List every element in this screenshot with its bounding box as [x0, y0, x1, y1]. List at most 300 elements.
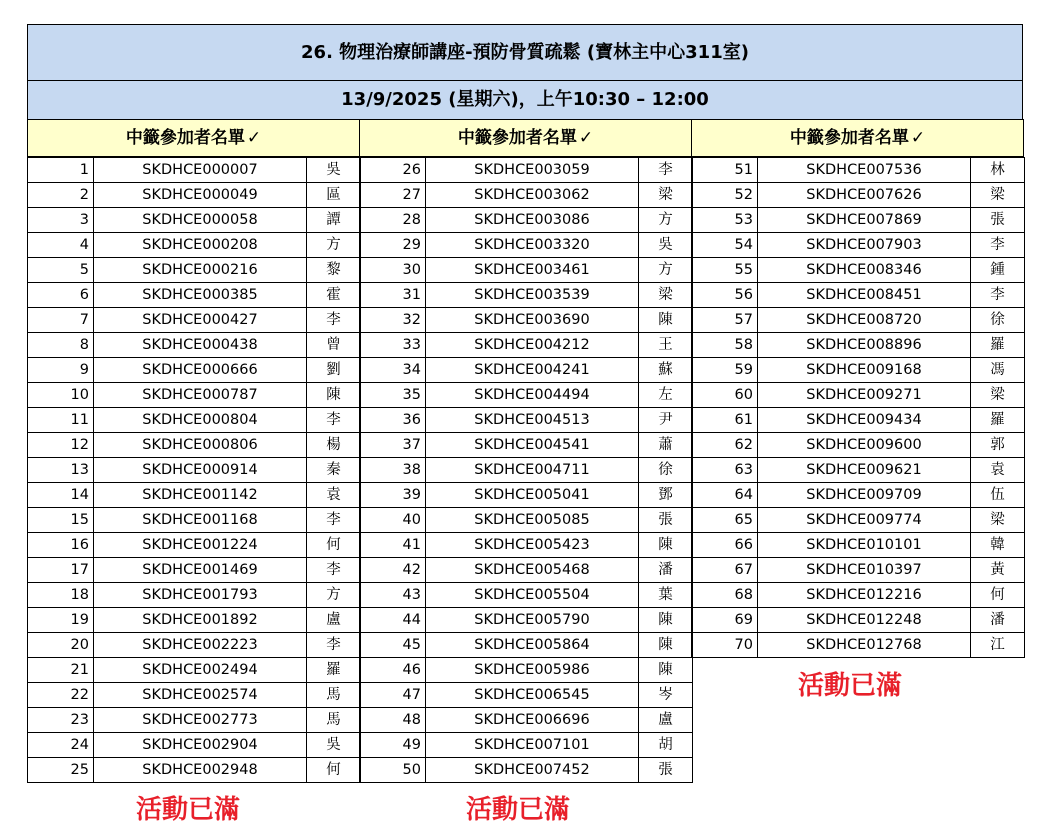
row-number: 56 [692, 283, 758, 308]
row-number: 58 [692, 333, 758, 358]
participant-code: SKDHCE000385 [94, 283, 307, 308]
participant-code: SKDHCE005986 [426, 658, 639, 683]
table-row [692, 458, 1025, 483]
participant-code: SKDHCE003461 [426, 258, 639, 283]
participant-surname: 胡 [639, 733, 693, 758]
participant-surname: 陳 [639, 308, 693, 333]
table-row [360, 408, 693, 433]
table-row [28, 308, 361, 333]
participant-surname: 袁 [971, 458, 1025, 483]
participant-surname: 方 [307, 583, 361, 608]
table-row [692, 533, 1025, 558]
participant-code: SKDHCE007869 [758, 208, 971, 233]
row-number: 55 [692, 258, 758, 283]
row-number: 11 [28, 408, 94, 433]
participant-code: SKDHCE001469 [94, 558, 307, 583]
participant-code: SKDHCE007536 [758, 158, 971, 183]
participant-code: SKDHCE005085 [426, 508, 639, 533]
participant-surname: 陳 [639, 633, 693, 658]
row-number: 66 [692, 533, 758, 558]
row-number: 19 [28, 608, 94, 633]
table-row [360, 658, 693, 683]
participant-surname: 梁 [639, 183, 693, 208]
participant-surname: 鄧 [639, 483, 693, 508]
table-row [28, 508, 361, 533]
table-row [360, 633, 693, 658]
participant-code: SKDHCE000058 [94, 208, 307, 233]
participant-surname: 霍 [307, 283, 361, 308]
row-number: 33 [360, 333, 426, 358]
participant-surname: 方 [639, 208, 693, 233]
participant-surname: 方 [307, 233, 361, 258]
check-icon: ✓ [246, 128, 262, 148]
participant-surname: 蕭 [639, 433, 693, 458]
participant-surname: 張 [639, 758, 693, 783]
participant-surname: 曾 [307, 333, 361, 358]
participant-surname: 盧 [307, 608, 361, 633]
participant-surname: 梁 [639, 283, 693, 308]
participant-code: SKDHCE000438 [94, 333, 307, 358]
participant-code: SKDHCE008720 [758, 308, 971, 333]
row-number: 30 [360, 258, 426, 283]
table-row [692, 608, 1025, 633]
table-row [28, 733, 361, 758]
participant-surname: 陳 [639, 658, 693, 683]
participant-table [359, 157, 693, 783]
participant-surname: 李 [639, 158, 693, 183]
participant-table [27, 157, 361, 783]
table-row [692, 383, 1025, 408]
table-row [28, 708, 361, 733]
participant-surname: 吳 [307, 158, 361, 183]
event-date: 13/9/2025 (星期六)，上午10:30 – 12:00 [27, 80, 1023, 120]
participant-code: SKDHCE006696 [426, 708, 639, 733]
row-number: 12 [28, 433, 94, 458]
participant-column-2 [359, 119, 692, 783]
participant-code: SKDHCE009168 [758, 358, 971, 383]
table-row [360, 708, 693, 733]
table-row [28, 208, 361, 233]
participant-surname: 梁 [971, 508, 1025, 533]
row-number: 21 [28, 658, 94, 683]
participant-code: SKDHCE002948 [94, 758, 307, 783]
row-number: 63 [692, 458, 758, 483]
row-number: 65 [692, 508, 758, 533]
event-full-label-2: 活動已滿 [466, 795, 571, 825]
participant-surname: 左 [639, 383, 693, 408]
row-number: 4 [28, 233, 94, 258]
row-number: 51 [692, 158, 758, 183]
row-number: 44 [360, 608, 426, 633]
participant-code: SKDHCE005790 [426, 608, 639, 633]
row-number: 29 [360, 233, 426, 258]
table-row [28, 333, 361, 358]
row-number: 1 [28, 158, 94, 183]
table-row [360, 608, 693, 633]
participant-surname: 陳 [639, 533, 693, 558]
participant-column-3 [691, 119, 1024, 658]
participant-surname: 區 [307, 183, 361, 208]
row-number: 62 [692, 433, 758, 458]
participant-code: SKDHCE000804 [94, 408, 307, 433]
participant-code: SKDHCE001793 [94, 583, 307, 608]
table-row [360, 508, 693, 533]
row-number: 35 [360, 383, 426, 408]
participant-surname: 黎 [307, 258, 361, 283]
participant-surname: 黃 [971, 558, 1025, 583]
row-number: 67 [692, 558, 758, 583]
participant-surname: 尹 [639, 408, 693, 433]
participant-code: SKDHCE002904 [94, 733, 307, 758]
table-row [360, 333, 693, 358]
participant-surname: 李 [307, 308, 361, 333]
table-row [360, 458, 693, 483]
participant-code: SKDHCE000216 [94, 258, 307, 283]
row-number: 37 [360, 433, 426, 458]
column-header-label: 中籤參加者名單 [125, 128, 245, 148]
table-row [28, 283, 361, 308]
participant-code: SKDHCE004711 [426, 458, 639, 483]
table-row [692, 333, 1025, 358]
row-number: 28 [360, 208, 426, 233]
participant-code: SKDHCE008346 [758, 258, 971, 283]
participant-table [691, 157, 1025, 658]
participant-code: SKDHCE003086 [426, 208, 639, 233]
check-icon: ✓ [910, 128, 926, 148]
participant-surname: 張 [971, 208, 1025, 233]
row-number: 31 [360, 283, 426, 308]
table-row [360, 233, 693, 258]
table-row [692, 633, 1025, 658]
participant-code: SKDHCE009709 [758, 483, 971, 508]
column-header [359, 119, 692, 157]
event-full-label-3: 活動已滿 [798, 671, 903, 701]
table-row [28, 608, 361, 633]
participant-code: SKDHCE000806 [94, 433, 307, 458]
row-number: 22 [28, 683, 94, 708]
participant-code: SKDHCE008896 [758, 333, 971, 358]
participant-surname: 羅 [971, 333, 1025, 358]
participant-surname: 李 [307, 408, 361, 433]
row-number: 53 [692, 208, 758, 233]
participant-code: SKDHCE010101 [758, 533, 971, 558]
row-number: 43 [360, 583, 426, 608]
row-number: 47 [360, 683, 426, 708]
participant-surname: 蘇 [639, 358, 693, 383]
participant-surname: 秦 [307, 458, 361, 483]
row-number: 13 [28, 458, 94, 483]
participant-code: SKDHCE004494 [426, 383, 639, 408]
participant-surname: 吳 [639, 233, 693, 258]
participant-code: SKDHCE003059 [426, 158, 639, 183]
participant-surname: 林 [971, 158, 1025, 183]
row-number: 2 [28, 183, 94, 208]
table-row [28, 658, 361, 683]
column-header-label: 中籤參加者名單 [789, 128, 909, 148]
participant-surname: 吳 [307, 733, 361, 758]
participant-code: SKDHCE007903 [758, 233, 971, 258]
row-number: 14 [28, 483, 94, 508]
table-row [28, 158, 361, 183]
participant-code: SKDHCE006545 [426, 683, 639, 708]
row-number: 39 [360, 483, 426, 508]
participant-code: SKDHCE009434 [758, 408, 971, 433]
table-row [360, 533, 693, 558]
event-full-label-1: 活動已滿 [136, 795, 241, 825]
participant-column-1 [27, 119, 360, 783]
participant-surname: 張 [639, 508, 693, 533]
column-header-label: 中籤參加者名單 [457, 128, 577, 148]
table-row [360, 283, 693, 308]
row-number: 8 [28, 333, 94, 358]
participant-code: SKDHCE003690 [426, 308, 639, 333]
participant-code: SKDHCE000208 [94, 233, 307, 258]
table-row [360, 733, 693, 758]
table-row [28, 533, 361, 558]
participant-code: SKDHCE002223 [94, 633, 307, 658]
row-number: 54 [692, 233, 758, 258]
row-number: 27 [360, 183, 426, 208]
participant-surname: 李 [307, 633, 361, 658]
participant-code: SKDHCE001224 [94, 533, 307, 558]
row-number: 26 [360, 158, 426, 183]
row-number: 23 [28, 708, 94, 733]
participant-code: SKDHCE004212 [426, 333, 639, 358]
table-row [692, 408, 1025, 433]
row-number: 46 [360, 658, 426, 683]
participant-surname: 馬 [307, 708, 361, 733]
table-row [28, 433, 361, 458]
participant-code: SKDHCE003539 [426, 283, 639, 308]
row-number: 59 [692, 358, 758, 383]
table-row [360, 758, 693, 783]
participant-code: SKDHCE003320 [426, 233, 639, 258]
table-row [28, 358, 361, 383]
table-row [692, 558, 1025, 583]
participant-surname: 馬 [307, 683, 361, 708]
table-row [692, 308, 1025, 333]
participant-surname: 王 [639, 333, 693, 358]
table-row [28, 458, 361, 483]
row-number: 41 [360, 533, 426, 558]
participant-code: SKDHCE010397 [758, 558, 971, 583]
table-row [28, 683, 361, 708]
table-row [692, 483, 1025, 508]
row-number: 34 [360, 358, 426, 383]
table-row [28, 183, 361, 208]
participant-surname: 潘 [639, 558, 693, 583]
participant-code: SKDHCE005468 [426, 558, 639, 583]
row-number: 50 [360, 758, 426, 783]
participant-surname: 何 [307, 533, 361, 558]
table-row [692, 433, 1025, 458]
row-number: 17 [28, 558, 94, 583]
row-number: 61 [692, 408, 758, 433]
participant-code: SKDHCE005864 [426, 633, 639, 658]
row-number: 24 [28, 733, 94, 758]
table-row [692, 183, 1025, 208]
row-number: 36 [360, 408, 426, 433]
participant-surname: 何 [307, 758, 361, 783]
participant-code: SKDHCE005504 [426, 583, 639, 608]
row-number: 7 [28, 308, 94, 333]
participant-code: SKDHCE009621 [758, 458, 971, 483]
row-number: 38 [360, 458, 426, 483]
row-number: 20 [28, 633, 94, 658]
column-header [27, 119, 360, 157]
participant-code: SKDHCE000049 [94, 183, 307, 208]
table-row [692, 258, 1025, 283]
participant-surname: 李 [971, 283, 1025, 308]
row-number: 57 [692, 308, 758, 333]
participant-surname: 葉 [639, 583, 693, 608]
participant-code: SKDHCE009271 [758, 383, 971, 408]
participant-surname: 方 [639, 258, 693, 283]
table-row [360, 208, 693, 233]
participant-surname: 陳 [307, 383, 361, 408]
participant-surname: 馮 [971, 358, 1025, 383]
participant-surname: 潘 [971, 608, 1025, 633]
participant-code: SKDHCE002773 [94, 708, 307, 733]
participant-code: SKDHCE007452 [426, 758, 639, 783]
row-number: 10 [28, 383, 94, 408]
participant-code: SKDHCE012768 [758, 633, 971, 658]
participant-surname: 劉 [307, 358, 361, 383]
participant-code: SKDHCE002574 [94, 683, 307, 708]
table-row [360, 558, 693, 583]
check-icon: ✓ [578, 128, 594, 148]
participant-code: SKDHCE001168 [94, 508, 307, 533]
participant-code: SKDHCE000787 [94, 383, 307, 408]
participant-surname: 楊 [307, 433, 361, 458]
table-row [28, 758, 361, 783]
table-row [692, 508, 1025, 533]
table-row [360, 433, 693, 458]
participant-surname: 徐 [639, 458, 693, 483]
participant-code: SKDHCE005041 [426, 483, 639, 508]
table-row [28, 233, 361, 258]
participant-surname: 陳 [639, 608, 693, 633]
table-row [28, 408, 361, 433]
table-row [360, 308, 693, 333]
participant-surname: 徐 [971, 308, 1025, 333]
table-row [28, 383, 361, 408]
table-row [360, 158, 693, 183]
table-row [360, 358, 693, 383]
participant-surname: 何 [971, 583, 1025, 608]
row-number: 6 [28, 283, 94, 308]
row-number: 25 [28, 758, 94, 783]
participant-code: SKDHCE001142 [94, 483, 307, 508]
row-number: 42 [360, 558, 426, 583]
participant-code: SKDHCE000666 [94, 358, 307, 383]
table-row [692, 283, 1025, 308]
row-number: 32 [360, 308, 426, 333]
event-title: 26. 物理治療師講座-預防骨質疏鬆 (寶林主中心311室) [27, 24, 1023, 81]
participant-surname: 郭 [971, 433, 1025, 458]
table-row [28, 258, 361, 283]
column-header [691, 119, 1024, 157]
participant-surname: 梁 [971, 383, 1025, 408]
row-number: 5 [28, 258, 94, 283]
participant-code: SKDHCE000914 [94, 458, 307, 483]
participant-surname: 梁 [971, 183, 1025, 208]
row-number: 52 [692, 183, 758, 208]
participant-code: SKDHCE012216 [758, 583, 971, 608]
participant-code: SKDHCE004541 [426, 433, 639, 458]
participant-code: SKDHCE005423 [426, 533, 639, 558]
table-row [360, 483, 693, 508]
table-row [692, 583, 1025, 608]
participant-code: SKDHCE008451 [758, 283, 971, 308]
participant-surname: 李 [307, 508, 361, 533]
row-number: 18 [28, 583, 94, 608]
participant-code: SKDHCE012248 [758, 608, 971, 633]
table-row [28, 483, 361, 508]
row-number: 40 [360, 508, 426, 533]
participant-code: SKDHCE007101 [426, 733, 639, 758]
row-number: 3 [28, 208, 94, 233]
row-number: 15 [28, 508, 94, 533]
table-row [360, 683, 693, 708]
participant-code: SKDHCE001892 [94, 608, 307, 633]
participant-surname: 盧 [639, 708, 693, 733]
row-number: 70 [692, 633, 758, 658]
participant-surname: 岑 [639, 683, 693, 708]
participant-code: SKDHCE007626 [758, 183, 971, 208]
participant-code: SKDHCE002494 [94, 658, 307, 683]
table-row [692, 233, 1025, 258]
table-row [360, 183, 693, 208]
row-number: 64 [692, 483, 758, 508]
table-row [692, 208, 1025, 233]
participant-code: SKDHCE004513 [426, 408, 639, 433]
row-number: 48 [360, 708, 426, 733]
participant-surname: 伍 [971, 483, 1025, 508]
table-row [360, 258, 693, 283]
row-number: 68 [692, 583, 758, 608]
table-row [28, 583, 361, 608]
row-number: 16 [28, 533, 94, 558]
participant-code: SKDHCE000427 [94, 308, 307, 333]
row-number: 9 [28, 358, 94, 383]
row-number: 45 [360, 633, 426, 658]
participant-code: SKDHCE009774 [758, 508, 971, 533]
participant-surname: 袁 [307, 483, 361, 508]
row-number: 69 [692, 608, 758, 633]
row-number: 49 [360, 733, 426, 758]
participant-surname: 韓 [971, 533, 1025, 558]
participant-surname: 江 [971, 633, 1025, 658]
row-number: 60 [692, 383, 758, 408]
participant-surname: 羅 [971, 408, 1025, 433]
participant-surname: 譚 [307, 208, 361, 233]
table-row [692, 158, 1025, 183]
participant-code: SKDHCE004241 [426, 358, 639, 383]
table-row [360, 583, 693, 608]
participant-code: SKDHCE000007 [94, 158, 307, 183]
participant-surname: 鍾 [971, 258, 1025, 283]
participant-surname: 李 [971, 233, 1025, 258]
participant-code: SKDHCE003062 [426, 183, 639, 208]
participant-surname: 羅 [307, 658, 361, 683]
table-row [28, 558, 361, 583]
participant-surname: 李 [307, 558, 361, 583]
table-row [28, 633, 361, 658]
table-row [692, 358, 1025, 383]
table-row [360, 383, 693, 408]
participant-code: SKDHCE009600 [758, 433, 971, 458]
